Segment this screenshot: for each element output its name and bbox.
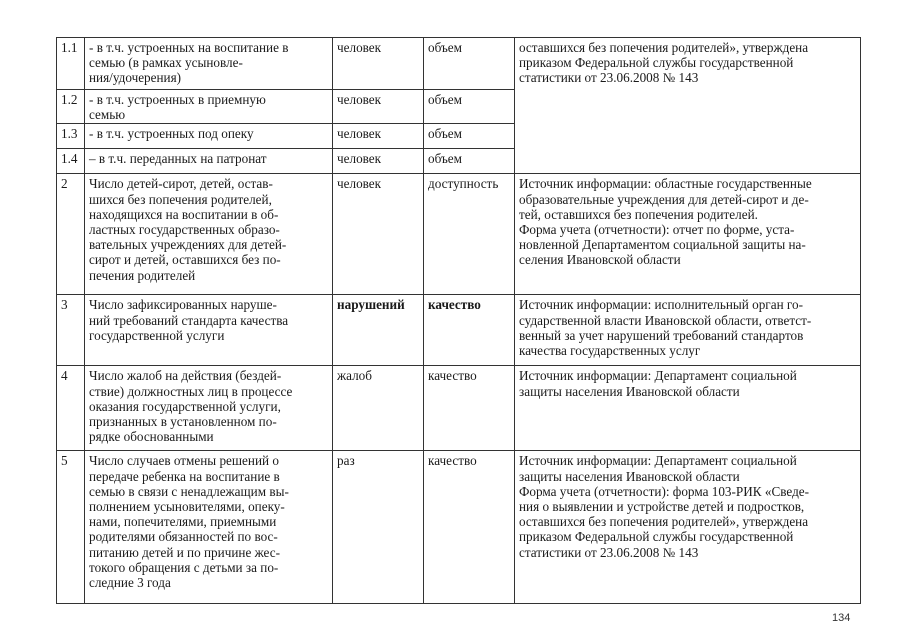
indicator-name: - в т.ч. устроенных в приемную семью bbox=[85, 90, 333, 124]
table-row bbox=[57, 295, 861, 366]
indicator-type: качество bbox=[424, 366, 515, 451]
table-row bbox=[57, 366, 861, 451]
indicator-type: объем bbox=[424, 149, 515, 174]
indicator-type: объем bbox=[424, 38, 515, 90]
table-row bbox=[57, 451, 861, 604]
indicator-type: доступность bbox=[424, 174, 515, 295]
indicator-type: качество bbox=[424, 295, 515, 366]
row-number: 1.1 bbox=[57, 38, 85, 90]
row-number: 2 bbox=[57, 174, 85, 295]
unit-of-measure: жалоб bbox=[333, 366, 424, 451]
indicator-name: Число детей-сирот, детей, остав- шихся без попечения родителей, находящихся на воспитании в об- ластных государственных образо- вательных учреждениях для детей- сирот и детей, оставшихся без по- печения родителей bbox=[85, 174, 333, 295]
row-number: 1.4 bbox=[57, 149, 85, 174]
indicator-name: – в т.ч. переданных на патронат bbox=[85, 149, 333, 174]
row-number: 1.3 bbox=[57, 124, 85, 149]
info-source: Источник информации: Департамент социальной защиты населения Ивановской области bbox=[515, 366, 861, 451]
table-row bbox=[57, 174, 861, 295]
row-number: 1.2 bbox=[57, 90, 85, 124]
info-source: Источник информации: областные государственные образовательные учреждения для детей-сирот и де- тей, оставшихся без попечения родителей. Форма учета (отчетности): отчет по форме, уста- новленной Департаментом социальной защиты на- селения Ивановской области bbox=[515, 174, 861, 295]
indicator-type: качество bbox=[424, 451, 515, 604]
row-number: 3 bbox=[57, 295, 85, 366]
unit-of-measure: человек bbox=[333, 90, 424, 124]
row-number: 4 bbox=[57, 366, 85, 451]
indicator-name: Число жалоб на действия (бездей- ствие) должностных лиц в процессе оказания государственной услуги, признанных в установленном по- рядке обоснованными bbox=[85, 366, 333, 451]
info-source: оставшихся без попечения родителей», утверждена приказом Федеральной службы государственной статистики от 23.06.2008 № 143 bbox=[515, 38, 861, 174]
indicators-table bbox=[56, 37, 861, 604]
unit-of-measure: человек bbox=[333, 38, 424, 90]
table-row bbox=[57, 38, 861, 90]
indicator-name: Число зафиксированных наруше- ний требований стандарта качества государственной услуги bbox=[85, 295, 333, 366]
unit-of-measure: человек bbox=[333, 174, 424, 295]
unit-of-measure: человек bbox=[333, 124, 424, 149]
unit-of-measure: нарушений bbox=[333, 295, 424, 366]
unit-of-measure: человек bbox=[333, 149, 424, 174]
indicator-name: - в т.ч. устроенных на воспитание в семью (в рамках усыновле- ния/удочерения) bbox=[85, 38, 333, 90]
info-source: Источник информации: исполнительный орган го- сударственной власти Ивановской области, ответст- венный за учет нарушений требований стандартов качества государственных услуг bbox=[515, 295, 861, 366]
row-number: 5 bbox=[57, 451, 85, 604]
indicator-name: - в т.ч. устроенных под опеку bbox=[85, 124, 333, 149]
indicator-type: объем bbox=[424, 124, 515, 149]
info-source: Источник информации: Департамент социальной защиты населения Ивановской области Форма учета (отчетности): форма 103-РИК «Сведе- ния о выявлении и устройстве детей и подростков, оставшихся без попечения родителей», утверждена приказом Федеральной службы государственной статистики от 23.06.2008 № 143 bbox=[515, 451, 861, 604]
indicator-name: Число случаев отмены решений о передаче ребенка на воспитание в семью в связи с ненадлежащим вы- полнением усыновителями, опеку- нами, попечителями, приемными родителями обязанностей по вос- питанию детей и по причине жес- токого обращения с детьми за по- следние 3 года bbox=[85, 451, 333, 604]
page-number: 134 bbox=[832, 612, 851, 624]
unit-of-measure: раз bbox=[333, 451, 424, 604]
indicator-type: объем bbox=[424, 90, 515, 124]
